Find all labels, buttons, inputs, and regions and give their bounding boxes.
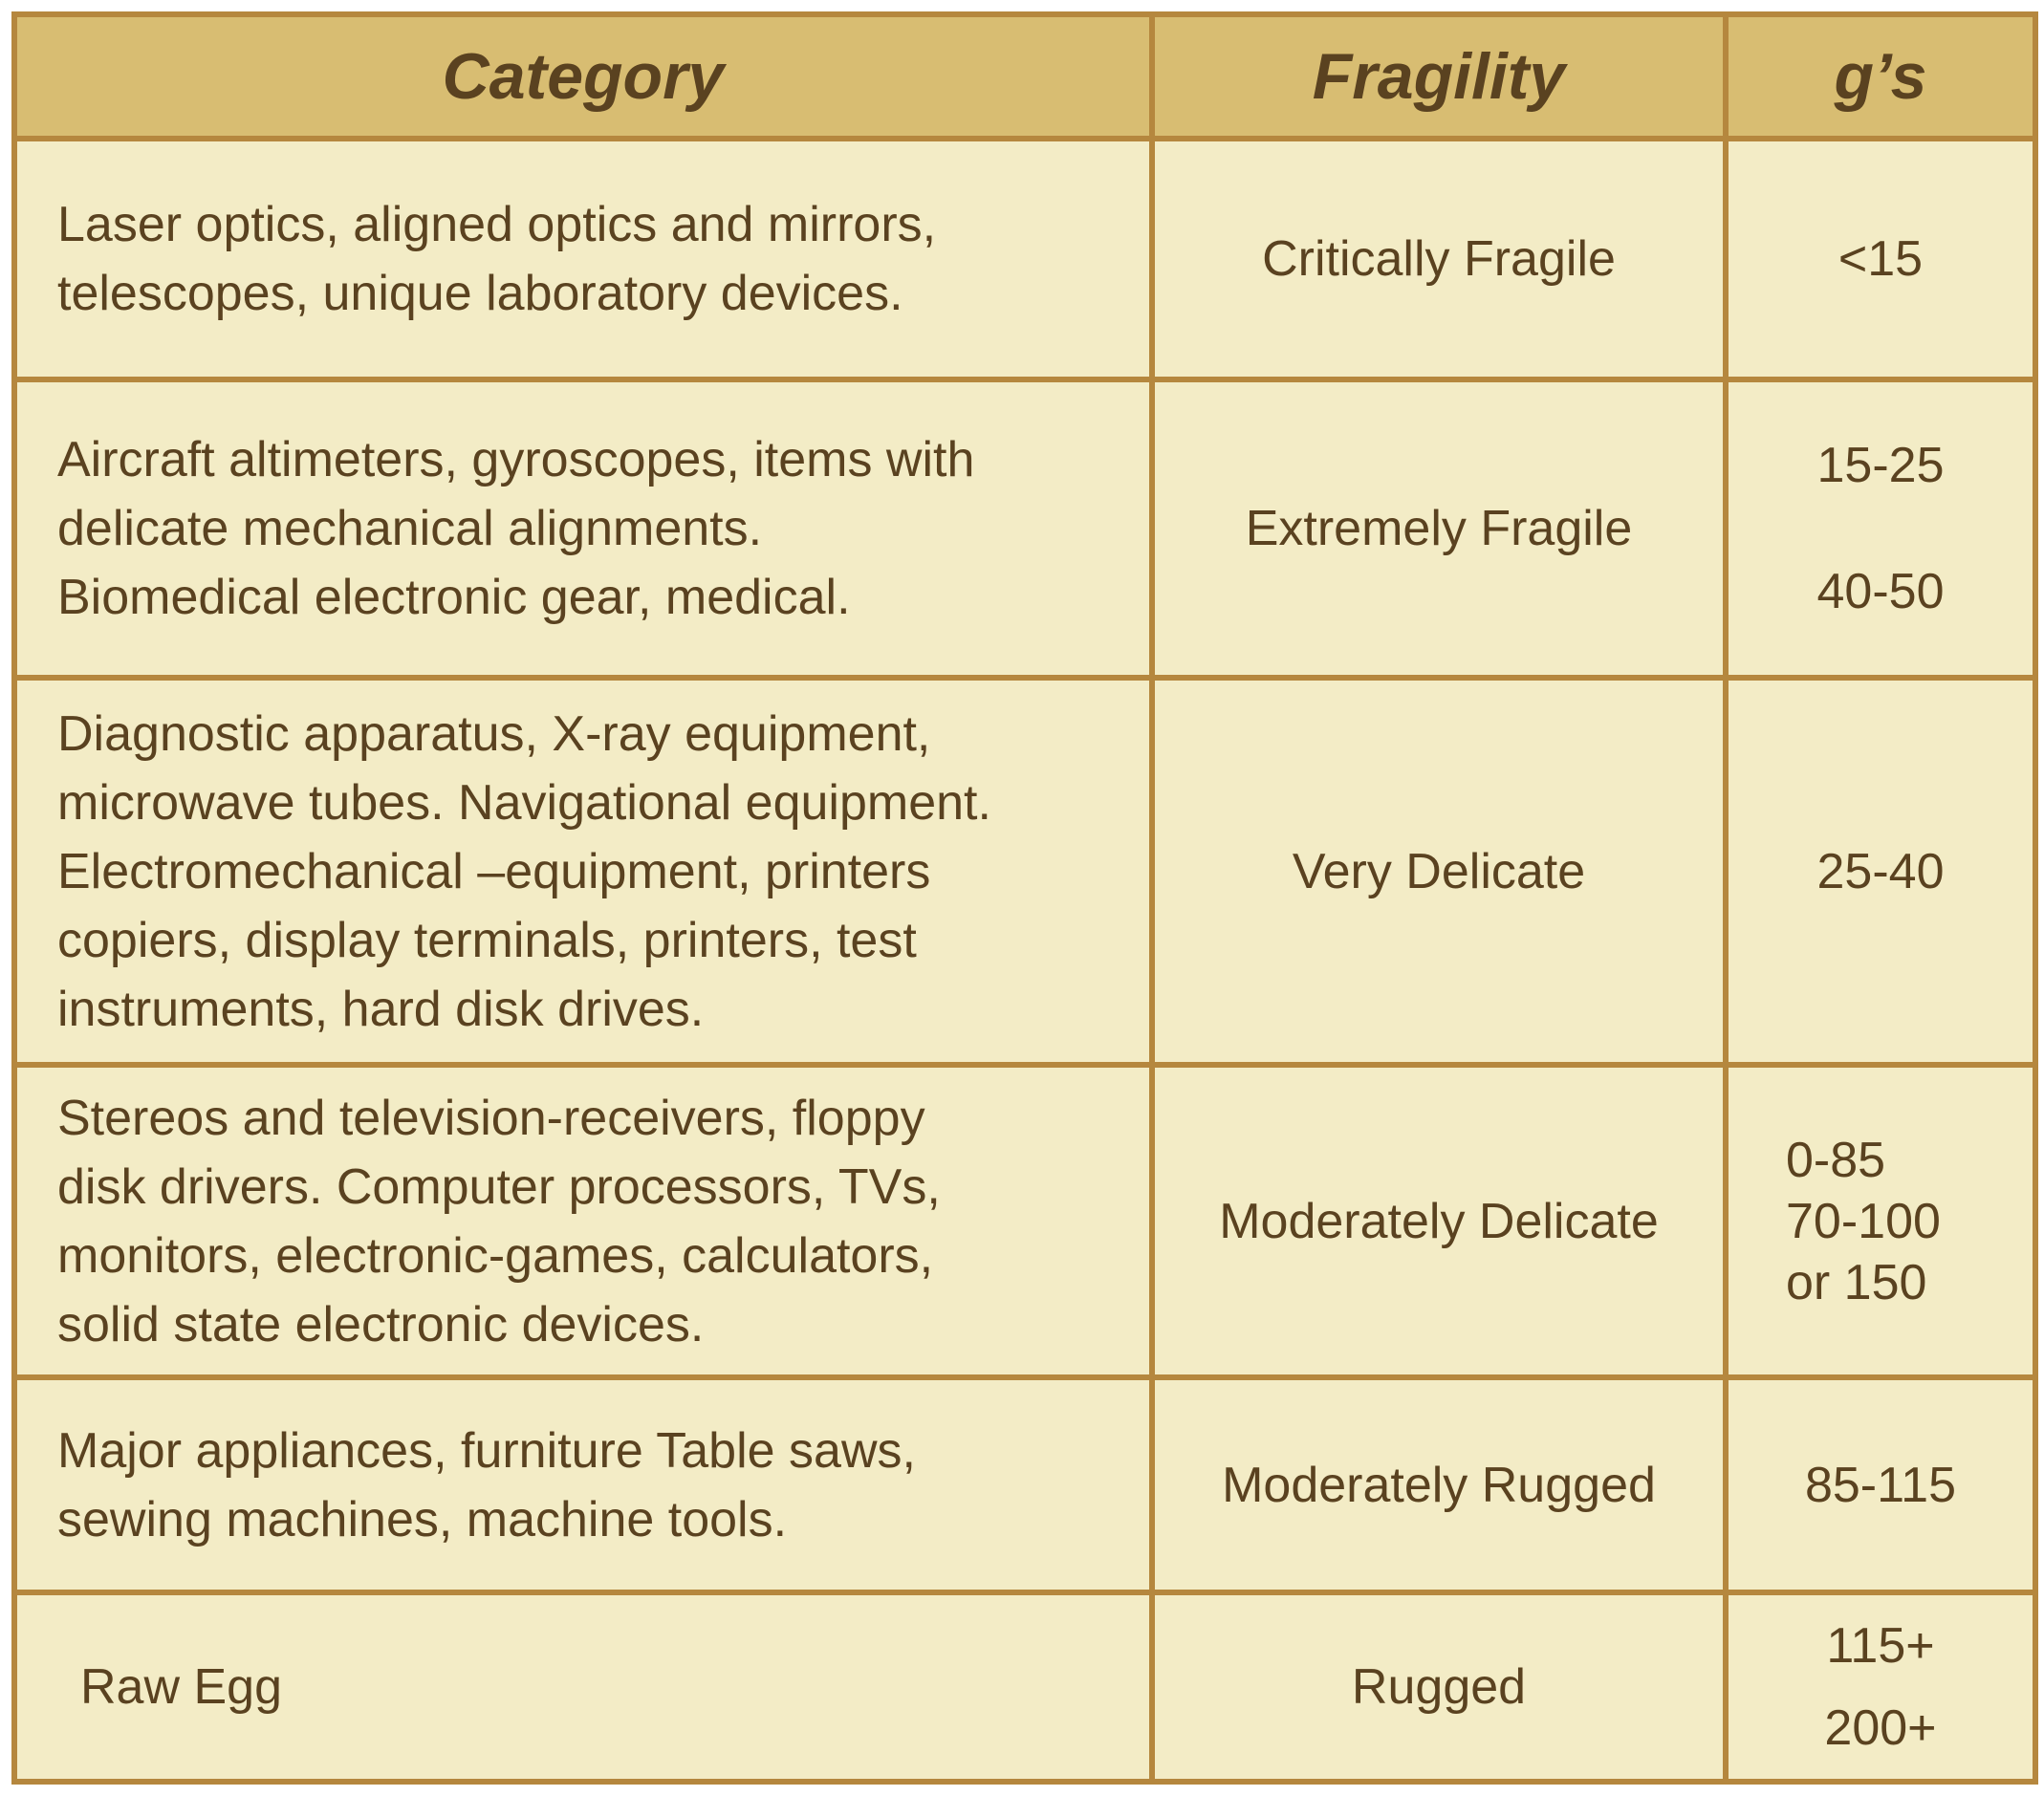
fragility-table bbox=[11, 11, 2038, 1785]
table-row bbox=[14, 379, 2035, 678]
fragility-cell: Critically Fragile bbox=[1152, 139, 1726, 379]
header-row bbox=[14, 14, 2035, 139]
table-row bbox=[14, 1377, 2035, 1593]
category-cell bbox=[14, 379, 1152, 678]
fragility-cell: Rugged bbox=[1152, 1592, 1726, 1782]
table-row bbox=[14, 678, 2035, 1065]
gs-text: <15 bbox=[1837, 230, 1924, 287]
gs-cell bbox=[1726, 1377, 2035, 1593]
fragility-cell: Very Delicate bbox=[1152, 678, 1726, 1065]
table-row bbox=[14, 139, 2035, 379]
gs-text: 25-40 bbox=[1816, 843, 1945, 899]
category-cell bbox=[14, 1592, 1152, 1782]
gs-text: 0-85 70-100 or 150 bbox=[1786, 1132, 1941, 1310]
category-text: Diagnostic apparatus, X-ray equipment, microwave tubes. Navigational equipment. Electromechanical –equipment, printers copiers, display terminals, printers, test instruments, hard disk drives. bbox=[57, 705, 991, 1037]
gs-cell bbox=[1726, 1065, 2035, 1376]
header-fragility: Fragility bbox=[1152, 14, 1726, 139]
category-cell bbox=[14, 1377, 1152, 1593]
fragility-cell: Moderately Rugged bbox=[1152, 1377, 1726, 1593]
fragility-cell: Moderately Delicate bbox=[1152, 1065, 1726, 1376]
category-cell bbox=[14, 678, 1152, 1065]
gs-cell bbox=[1726, 678, 2035, 1065]
category-text: Raw Egg bbox=[80, 1659, 282, 1716]
gs-cell bbox=[1726, 139, 2035, 379]
table-row bbox=[14, 1592, 2035, 1782]
gs-text: 85-115 bbox=[1804, 1457, 1957, 1513]
category-cell bbox=[14, 139, 1152, 379]
fragility-cell: Extremely Fragile bbox=[1152, 379, 1726, 678]
gs-text: 15-25 40-50 bbox=[1816, 438, 1945, 620]
header-category: Category bbox=[14, 14, 1152, 139]
header-gs: g’s bbox=[1726, 14, 2035, 139]
category-text: Stereos and television-receivers, floppy disk drivers. Computer processors, TVs, monitors, electronic-games, calculators, solid state electronic devices. bbox=[57, 1090, 941, 1352]
category-text: Major appliances, furniture Table saws, sewing machines, machine tools. bbox=[57, 1422, 916, 1547]
gs-cell bbox=[1726, 379, 2035, 678]
category-text: Laser optics, aligned optics and mirrors, telescopes, unique laboratory devices. bbox=[57, 196, 937, 321]
category-cell bbox=[14, 1065, 1152, 1376]
category-text: Aircraft altimeters, gyroscopes, items with delicate mechanical alignments. Biomedical electronic gear, medical. bbox=[57, 432, 975, 626]
gs-cell bbox=[1726, 1592, 2035, 1782]
gs-text: 115+ 200+ bbox=[1824, 1618, 1937, 1757]
table-row bbox=[14, 1065, 2035, 1376]
